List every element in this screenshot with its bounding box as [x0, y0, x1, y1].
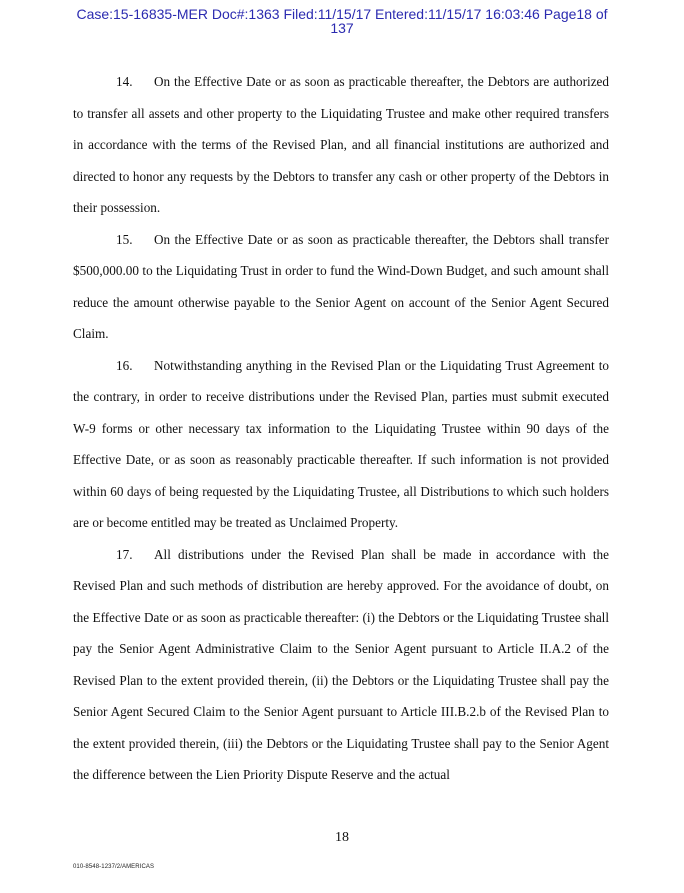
paragraph-text: On the Effective Date or as soon as practicable thereafter, the Debtors shall transfer $500,000.00 to the Liquidating Trust in order to fund the Wind-Down Budget, and such amount shall reduce the amount otherwise payable to the Senior Agent on account of the Senior Agent Secured Claim.: [73, 231, 609, 341]
paragraph-17: [73, 539, 609, 791]
paragraph-text: All distributions under the Revised Plan shall be made in accordance with the Revised Plan and such methods of distribution are hereby approved. For the avoidance of doubt, on the Effective Date or as soon as practicable thereafter: (i) the Debtors or the Liquidating Trustee shall pay the Senior Agent Administrative Claim to the Senior Agent pursuant to Article II.A.2 of the Revised Plan to the extent provided therein, (ii) the Debtors or the Liquidating Trustee shall pay the Senior Agent Secured Claim to the Senior Agent pursuant to Article III.B.2.b of the Revised Plan to the extent provided therein, (iii) the Debtors or the Liquidating Trustee shall pay to the Senior Agent the difference between the Lien Priority Dispute Reserve and the actual: [73, 546, 609, 782]
paragraph-number: 15.: [116, 231, 133, 247]
filing-header-line-2: 137: [330, 20, 354, 36]
paragraph-16: [73, 350, 609, 539]
paragraph-15: [73, 224, 609, 350]
paragraph-number: 16.: [116, 357, 133, 373]
paragraph-text: Notwithstanding anything in the Revised Plan or the Liquidating Trust Agreement to the contrary, in order to receive distributions under the Revised Plan, parties must submit executed W-9 forms or other necessary tax information to the Liquidating Trustee within 90 days of the Effective Date, or as soon as reasonably practicable thereafter. If such information is not provided within 60 days of being requested by the Liquidating Trustee, all Distributions to which such holders are or become entitled may be treated as Unclaimed Property.: [73, 357, 609, 530]
filing-header-line-1: Case:15-16835-MER Doc#:1363 Filed:11/15/17 Entered:11/15/17 16:03:46 Page18 of: [76, 6, 608, 22]
document-body: [73, 66, 609, 791]
document-id: 010-8548-1237/2/AMERICAS: [73, 864, 155, 870]
paragraph-number: 14.: [116, 74, 133, 89]
paragraph-text: On the Effective Date or as soon as practicable thereafter, the Debtors are authorized to transfer all assets and other property to the Liquidating Trustee and make other required transfers in accordance with the terms of the Revised Plan, and all financial institutions are authorized and directed to honor any requests by the Debtors to transfer any cash or other property of the Debtors in their possession.: [73, 74, 609, 215]
paragraph-number: 17.: [116, 546, 133, 562]
paragraph-14: [73, 66, 609, 224]
page-number: 18: [335, 830, 349, 845]
filing-header: [0, 7, 684, 35]
